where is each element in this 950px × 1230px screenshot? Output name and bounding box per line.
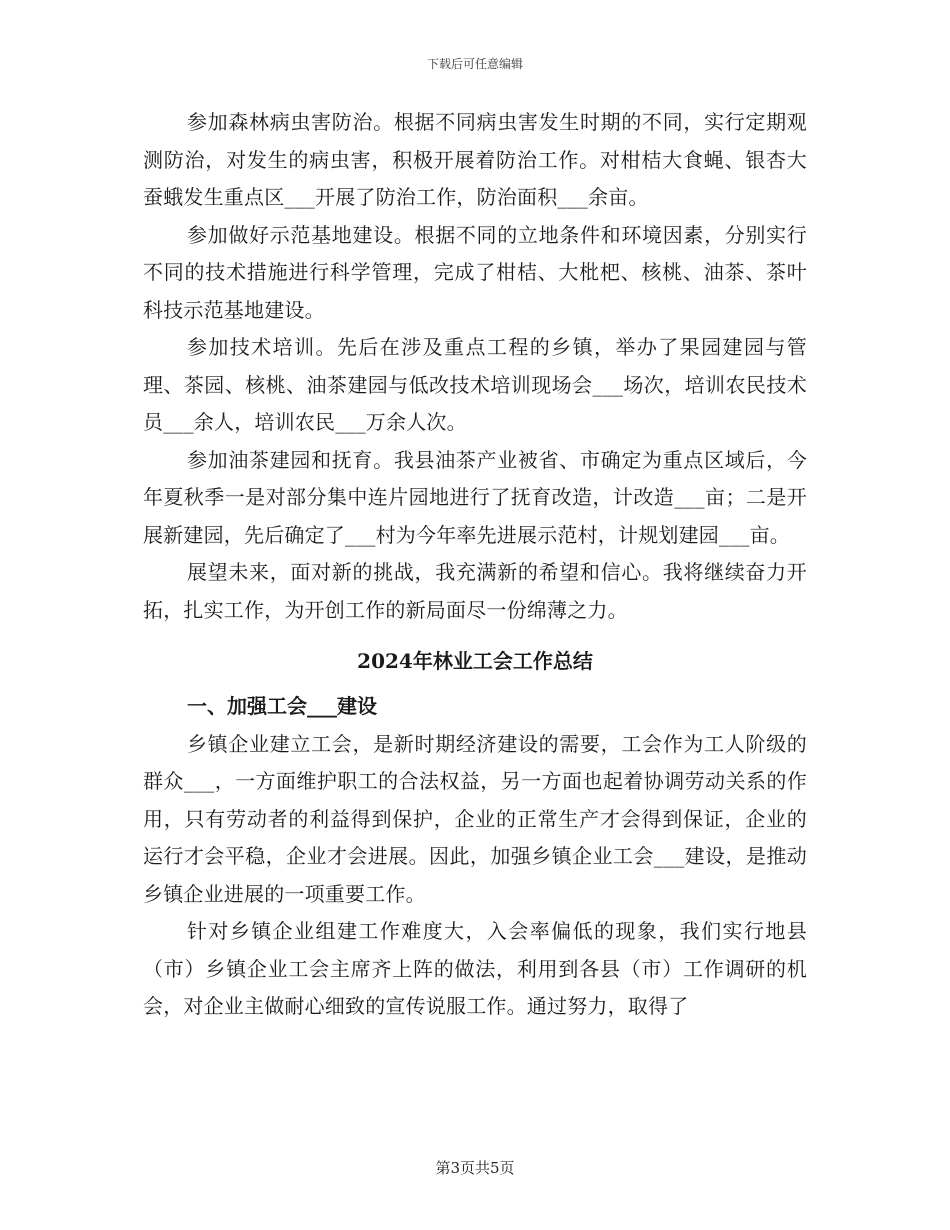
paragraph-oil-tea: 参加油茶建园和抚育。我县油茶产业被省、市确定为重点区域后，今年夏秋季一是对部分集中连片园地进行了抚育改造，计改造___亩；二是开展新建园，先后确定了___村为今年率先进展示范村，计规划建园___亩。 xyxy=(143,447,807,547)
paragraph-pest-control: 参加森林病虫害防治。根据不同病虫害发生时期的不同，实行定期观测防治，对发生的病虫害，积极开展着防治工作。对柑桔大食蝇、银杏大蚕蛾发生重点区___开展了防治工作，防治面积___余亩。 xyxy=(143,110,807,209)
section-title: 2024年林业工会工作总结 xyxy=(357,649,593,673)
paragraph-training: 参加技术培训。先后在涉及重点工程的乡镇，举办了果园建园与管理、茶园、核桃、油茶建园与低改技术培训现场会___场次，培训农民技术员___余人，培训农民___万余人次。 xyxy=(143,335,807,434)
paragraph-union-measures: 针对乡镇企业组建工作难度大，入会率偏低的现象，我们实行地县（市）乡镇企业工会主席齐上阵的做法，利用到各县（市）工作调研的机会，对企业主做耐心细致的宣传说服工作。通过努力，取得了 xyxy=(143,919,807,1018)
page-header-note: 下载后可任意编辑 xyxy=(426,57,523,71)
paragraph-outlook: 展望未来，面对新的挑战，我充满新的希望和信心。我将继续奋力开拓，扎实工作，为开创工作的新局面尽一份绵薄之力。 xyxy=(143,560,807,622)
page-number: 第3页共5页 xyxy=(435,1159,515,1177)
document-body xyxy=(143,104,807,1026)
paragraph-union-importance: 乡镇企业建立工会，是新时期经济建设的需要，工会作为工人阶级的群众___，一方面维护职工的合法权益，另一方面也起着协调劳动关系的作用，只有劳动者的利益得到保护，企业的正常生产才会得到保证，企业的运行才会平稳，企业才会进展。因此，加强乡镇企业工会___建设，是推动乡镇企业进展的一项重要工作。 xyxy=(143,731,807,906)
paragraph-demo-base: 参加做好示范基地建设。根据不同的立地条件和环境因素，分别实行不同的技术措施进行科学管理，完成了柑桔、大枇杷、核桃、油茶、茶叶科技示范基地建设。 xyxy=(143,222,807,322)
section-heading: 一、加强工会___建设 xyxy=(187,694,377,718)
